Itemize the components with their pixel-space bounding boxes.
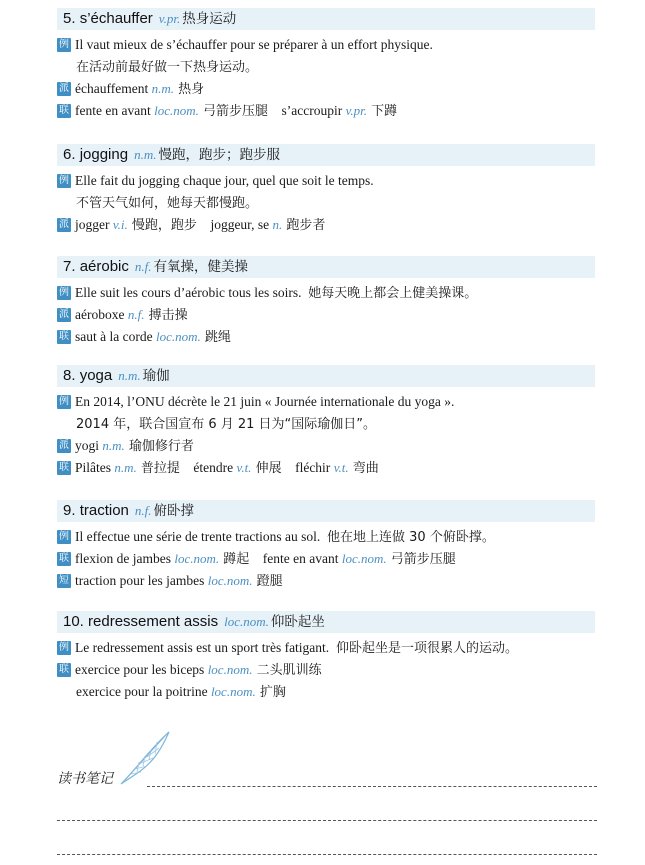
headword: s’échauffer [79, 10, 153, 27]
entry [57, 256, 595, 348]
label-badge: 例 [59, 530, 69, 542]
french-text: flexion de jambes [75, 551, 175, 566]
french-text: En 2014, l’ONU décrète le 21 juin « Journée internationale du yoga ». [75, 394, 455, 409]
label-badge: 联 [59, 330, 69, 342]
entry-header [57, 144, 595, 166]
chinese-text: 蹬腿 [252, 574, 283, 589]
label-badge: 例 [59, 641, 69, 653]
french-text: fente en avant [75, 103, 155, 118]
chinese-text: 在活动前最好做一下热身运动。 [76, 60, 259, 75]
part-of-speech: loc.nom. [224, 614, 269, 629]
headword: redressement assis [88, 613, 219, 630]
entry [57, 611, 595, 703]
headword: yoga [79, 367, 113, 384]
entry-header [57, 365, 595, 387]
notes-title: 读书笔记 [57, 771, 113, 787]
entry-line [57, 435, 595, 457]
french-text: exercice pour la poitrine [76, 684, 211, 699]
entry-line [57, 570, 595, 592]
label-badge: 例 [59, 174, 69, 186]
french-text: s’accroupir [268, 103, 346, 118]
label-badge: 例 [59, 286, 69, 298]
label-badge: 派 [59, 308, 69, 320]
chinese-text: 瑜伽修行者 [124, 439, 194, 454]
entry-line [57, 170, 595, 192]
chinese-text: 普拉提 [136, 461, 180, 476]
entry-line [57, 548, 595, 570]
part-of-speech: loc.nom. [207, 662, 253, 677]
french-text: aéroboxe [75, 307, 128, 322]
french-text: joggeur, se [196, 217, 273, 232]
entry-number: 10. [63, 613, 84, 630]
part-of-speech: n. [272, 217, 283, 232]
note-line [147, 786, 597, 787]
entry-number: 6. [63, 146, 76, 163]
part-of-speech: n.m. [102, 438, 125, 453]
french-text: traction pour les jambes [75, 573, 208, 588]
part-of-speech: v.i. [112, 217, 128, 232]
chinese-text: 搏击操 [144, 308, 188, 323]
part-of-speech: v.pr. [345, 103, 368, 118]
entry-line [57, 282, 595, 304]
french-text: Pilâtes [75, 460, 115, 475]
entry-number: 8. [63, 367, 76, 384]
french-text: Il effectue une série de trente tractions au sol. [75, 529, 328, 544]
part-of-speech: loc.nom. [210, 684, 256, 699]
part-of-speech: v.pr. [158, 11, 181, 26]
entry-line [57, 304, 595, 326]
headword-translation: 俯卧撑 [153, 503, 195, 519]
entry [57, 8, 595, 122]
chinese-text: 下蹲 [367, 104, 398, 119]
chinese-text: 弓箭步压腿 [198, 104, 269, 119]
chinese-text: 蹲起 [219, 552, 250, 567]
label-badge: 联 [59, 104, 69, 116]
french-text: étendre [179, 460, 237, 475]
part-of-speech: v.t. [333, 460, 349, 475]
chinese-text: 跑步者 [282, 218, 326, 233]
entry [57, 144, 595, 236]
part-of-speech: loc.nom. [207, 573, 253, 588]
part-of-speech: n.f. [127, 307, 145, 322]
part-of-speech: loc.nom. [341, 551, 387, 566]
part-of-speech: v.t. [236, 460, 252, 475]
part-of-speech: loc.nom. [154, 103, 199, 118]
entry-line [57, 56, 595, 78]
headword-translation: 热身运动 [182, 11, 237, 27]
chinese-text: 跳绳 [200, 330, 231, 345]
headword: jogging [79, 146, 129, 163]
part-of-speech: n.f. [134, 503, 152, 518]
entry-line [57, 457, 595, 479]
entry-line [57, 326, 595, 348]
chinese-text: 弯曲 [348, 461, 379, 476]
chinese-text: 2014 年，联合国宣布 6 月 21 日为“国际瑜伽日”。 [76, 417, 377, 432]
entry [57, 365, 595, 479]
note-line [57, 854, 597, 855]
headword: aérobic [79, 258, 129, 275]
chinese-text: 仰卧起坐是一项很累人的运动。 [335, 641, 518, 656]
entry [57, 500, 595, 592]
chinese-text: 伸展 [251, 461, 282, 476]
label-badge: 例 [59, 395, 69, 407]
label-badge: 派 [59, 218, 69, 230]
part-of-speech: n.f. [134, 259, 152, 274]
french-text: échauffement [75, 81, 152, 96]
part-of-speech: loc.nom. [155, 329, 201, 344]
french-text: Elle fait du jogging chaque jour, quel que soit le temps. [75, 173, 374, 188]
label-badge: 例 [59, 38, 69, 50]
headword-translation: 慢跑，跑步；跑步服 [158, 147, 280, 163]
french-text: Elle suit les cours d’aérobic tous les soirs. [75, 285, 309, 300]
chinese-text: 她每天晚上都会上健美操课。 [308, 286, 478, 301]
headword-translation: 瑜伽 [142, 368, 170, 384]
entry-line [57, 681, 595, 703]
part-of-speech: n.m. [118, 368, 141, 383]
french-text: jogger [75, 217, 113, 232]
entry-number: 9. [63, 502, 76, 519]
label-badge: 联 [59, 552, 69, 564]
chinese-text: 二头肌训练 [252, 663, 322, 678]
entry-header [57, 8, 595, 30]
entry-header [57, 256, 595, 278]
feather-icon [117, 728, 177, 793]
headword-translation: 仰卧起坐 [270, 614, 325, 630]
entry-header [57, 611, 595, 633]
entry-line [57, 192, 595, 214]
headword: traction [79, 502, 129, 519]
note-line [57, 820, 597, 821]
french-text: fente en avant [249, 551, 342, 566]
chinese-text: 不管天气如何，她每天都慢跑。 [76, 196, 259, 211]
entry-line [57, 100, 595, 122]
headword-translation: 有氧操，健美操 [153, 259, 249, 275]
chinese-text: 慢跑，跑步 [127, 218, 197, 233]
chinese-text: 热身 [173, 82, 205, 97]
french-text: yogi [75, 438, 103, 453]
part-of-speech: loc.nom. [174, 551, 220, 566]
chinese-text: 弓箭步压腿 [386, 552, 456, 567]
french-text: Le redressement assis est un sport très fatigant. [75, 640, 336, 655]
label-badge: 联 [59, 461, 69, 473]
french-text: Il vaut mieux de s’échauffer pour se préparer à un effort physique. [75, 37, 433, 52]
entry-number: 7. [63, 258, 76, 275]
entry-line [57, 526, 595, 548]
chinese-text: 扩胸 [255, 685, 286, 700]
label-badge: 联 [59, 663, 69, 675]
entry-line [57, 34, 595, 56]
part-of-speech: n.m. [114, 460, 137, 475]
label-badge: 派 [59, 439, 69, 451]
entry-line [57, 391, 595, 413]
entry-line [57, 659, 595, 681]
french-text: exercice pour les biceps [75, 662, 208, 677]
part-of-speech: n.m. [151, 81, 174, 96]
part-of-speech: n.m. [134, 147, 157, 162]
entry-header [57, 500, 595, 522]
entry-line [57, 637, 595, 659]
entry-line [57, 78, 595, 100]
label-badge: 短 [59, 574, 69, 586]
entry-line [57, 214, 595, 236]
french-text: fléchir [281, 460, 334, 475]
entry-line [57, 413, 595, 435]
chinese-text: 他在地上连做 30 个俯卧撑。 [327, 530, 495, 545]
entry-number: 5. [63, 10, 76, 27]
french-text: saut à la corde [75, 329, 156, 344]
label-badge: 派 [59, 82, 69, 94]
